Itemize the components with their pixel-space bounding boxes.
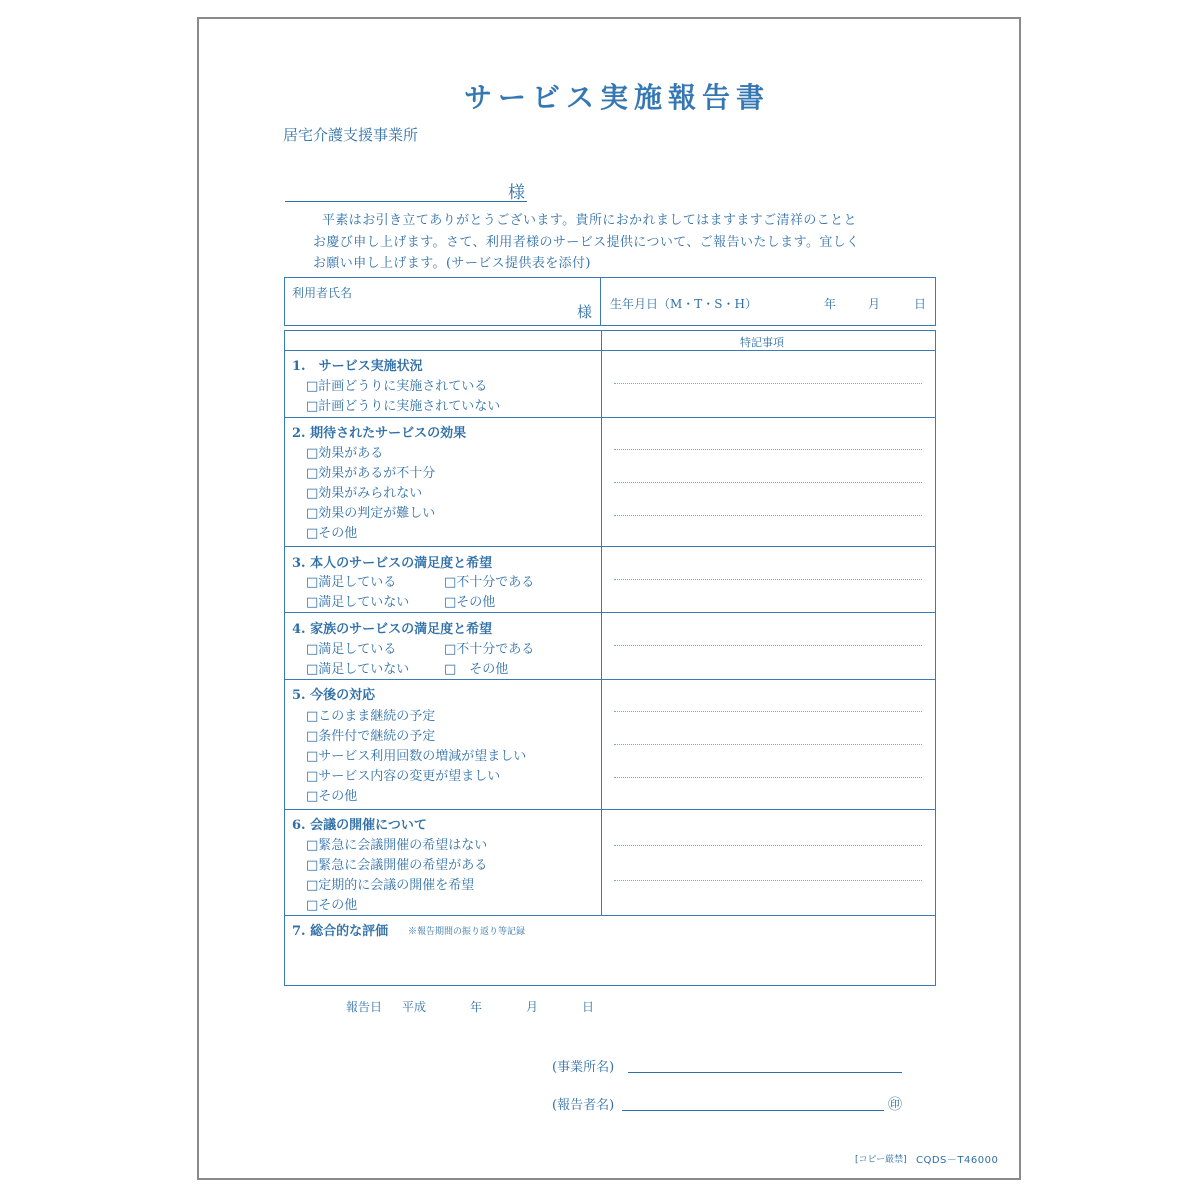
section-title: 1. サービス実施状況 [292, 359, 423, 374]
checkbox-option[interactable]: □効果の判定が難しい [306, 506, 436, 521]
checkbox-option[interactable]: □このまま継続の予定 [306, 709, 436, 724]
note-line [614, 449, 922, 450]
checkbox-option[interactable]: □定期的に会議の開催を希望 [306, 878, 475, 893]
seal-icon: ㊞ [888, 1097, 902, 1113]
note-line [614, 880, 922, 881]
greeting-line-3: お願い申し上げます。(サービス提供表を添付) [313, 256, 591, 271]
user-name-label: 利用者氏名 [292, 286, 353, 300]
checkbox-option[interactable]: □満足している [306, 642, 397, 657]
note-line [614, 515, 922, 516]
note-line [614, 579, 922, 580]
note-line [614, 845, 922, 846]
section-title: 3. 本人のサービスの満足度と希望 [292, 556, 493, 571]
section-title: 7. 総合的な評価 [292, 924, 389, 939]
row-divider-5 [284, 809, 936, 810]
report-date-era: 平成 [402, 1000, 427, 1014]
note-line [614, 645, 922, 646]
checkbox-option[interactable]: □計画どうりに実施されていない [306, 399, 501, 414]
checkbox-option[interactable]: □その他 [444, 595, 496, 610]
checkbox-option[interactable]: □サービス利用回数の増減が望ましい [306, 749, 527, 764]
checkbox-option[interactable]: □不十分である [444, 642, 535, 657]
office-name-line[interactable] [628, 1072, 902, 1073]
report-date-year: 年 [470, 1000, 483, 1014]
report-date-month: 月 [526, 1000, 539, 1014]
addressee-suffix: 様 [508, 183, 525, 203]
checkbox-option[interactable]: □効果がある [306, 446, 384, 461]
birth-year-label: 年 [824, 297, 837, 311]
note-line [614, 777, 922, 778]
row-divider-4 [284, 679, 936, 680]
row-divider-6 [284, 915, 936, 916]
note-line [614, 383, 922, 384]
checkbox-option[interactable]: □満足している [306, 575, 397, 590]
user-name-suffix: 様 [577, 303, 593, 321]
checkbox-option[interactable]: □効果がみられない [306, 486, 423, 501]
row-divider-3 [284, 612, 936, 613]
table-header-rule [284, 350, 936, 351]
report-date-label: 報告日 [346, 1000, 383, 1014]
birth-day-label: 日 [914, 297, 927, 311]
greeting-line-1: 平素はお引き立てありがとうございます。貴所におかれましてはますますご清祥のことと [322, 213, 857, 228]
checkbox-option[interactable]: □ その他 [444, 662, 509, 677]
section-title: 4. 家族のサービスの満足度と希望 [292, 622, 493, 637]
form-code: CQDS－T46000 [916, 1155, 999, 1166]
reporter-label: (報告者名) [552, 1098, 615, 1113]
checkbox-option[interactable]: □その他 [306, 898, 358, 913]
user-info-divider [600, 277, 601, 326]
office-name-label: (事業所名) [552, 1060, 615, 1075]
section-title: 2. 期待されたサービスの効果 [292, 426, 467, 441]
notes-header: 特記事項 [740, 336, 784, 349]
checkbox-option[interactable]: □満足していない [306, 595, 410, 610]
checkbox-option[interactable]: □計画どうりに実施されている [306, 379, 488, 394]
checkbox-option[interactable]: □条件付で継続の予定 [306, 729, 436, 744]
section-note: ※報告期間の振り返り等記録 [408, 927, 526, 937]
note-line [614, 711, 922, 712]
section-title: 5. 今後の対応 [292, 688, 376, 703]
checkbox-option[interactable]: □緊急に会議開催の希望はない [306, 838, 488, 853]
checkbox-option[interactable]: □その他 [306, 526, 358, 541]
checkbox-option[interactable]: □効果があるが不十分 [306, 466, 436, 481]
note-line [614, 744, 922, 745]
note-line [614, 482, 922, 483]
birth-date-label: 生年月日（M・T・S・H） [610, 297, 757, 311]
checkbox-option[interactable]: □緊急に会議開催の希望がある [306, 858, 488, 873]
checkbox-option[interactable]: □サービス内容の変更が望ましい [306, 769, 501, 784]
section-title: 6. 会議の開催について [292, 818, 427, 833]
reporter-name-line[interactable] [622, 1110, 884, 1111]
checkbox-option[interactable]: □不十分である [444, 575, 535, 590]
checkbox-option[interactable]: □満足していない [306, 662, 410, 677]
addressee-line [285, 201, 527, 202]
office-label: 居宅介護支援事業所 [283, 126, 419, 144]
row-divider-1 [284, 417, 936, 418]
greeting-line-2: お慶び申し上げます。さて、利用者様のサービス提供について、ご報告いたします。宜しく [313, 235, 860, 250]
row-divider-2 [284, 546, 936, 547]
birth-month-label: 月 [868, 297, 881, 311]
report-date-day: 日 [582, 1000, 595, 1014]
checkbox-option[interactable]: □その他 [306, 789, 358, 804]
page-title: サービス実施報告書 [464, 81, 771, 114]
copy-notice: [コピー厳禁] [855, 1155, 907, 1165]
